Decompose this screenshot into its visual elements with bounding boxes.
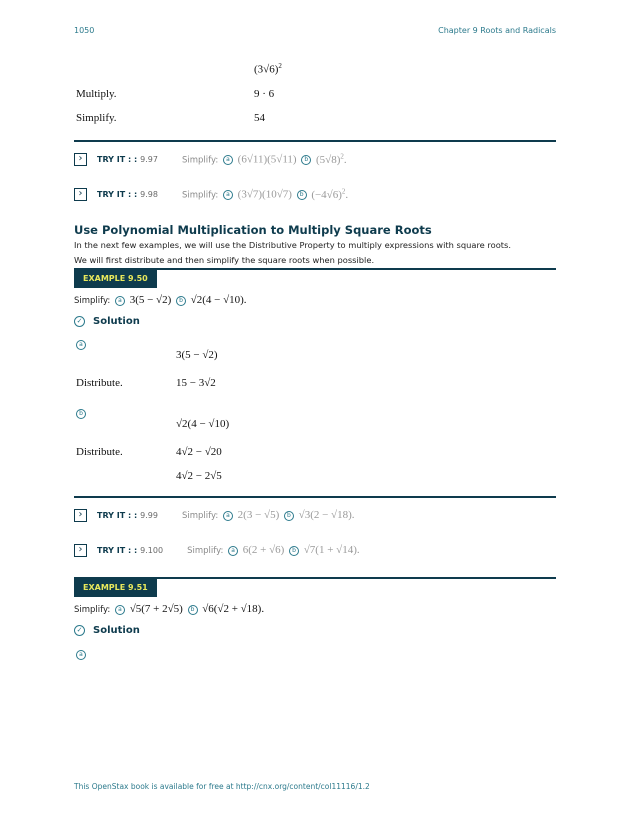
- try-it-9-97: [74, 151, 556, 167]
- chevron-right-icon[interactable]: ›: [74, 153, 87, 166]
- footer-note[interactable]: This OpenStax book is available for free at http://cnx.org/content/col11116/1.2: [74, 782, 370, 791]
- chevron-right-icon[interactable]: ›: [74, 509, 87, 522]
- try-it-number: 9.97: [140, 154, 158, 164]
- section-paragraph-2: We will first distribute and then simplify the square roots when possible.: [74, 255, 375, 265]
- part-a-icon: a: [76, 340, 86, 350]
- part-b-icon: b: [301, 155, 311, 165]
- try-it-problem: Simplify: a 6(2 + √6) b √7(1 + √14).: [187, 544, 360, 556]
- try-it-9-98: [74, 186, 556, 202]
- example-tag: EXAMPLE 9.51: [74, 579, 157, 597]
- simplify-value: 54: [254, 112, 265, 124]
- try-it-label: TRY IT : :: [97, 154, 138, 164]
- step-expression: 15 − 3√2: [176, 377, 216, 389]
- multiply-label: Multiply.: [76, 88, 117, 100]
- chapter-title: Chapter 9 Roots and Radicals: [438, 26, 556, 35]
- step-label: Distribute.: [76, 377, 123, 389]
- try-it-problem: Simplify: a (3√7)(10√7) b $(-4√6)^2$.: [181, 187, 349, 201]
- part-b-icon: b: [188, 605, 198, 615]
- page-number: 1050: [74, 26, 95, 35]
- part-b-icon: b: [176, 296, 186, 306]
- example-tag: EXAMPLE 9.50: [74, 270, 157, 288]
- part-a-icon: a: [115, 296, 125, 306]
- step-expression: √2(4 − √10): [176, 418, 230, 430]
- part-a-icon: a: [228, 546, 238, 556]
- chevron-right-icon[interactable]: ›: [74, 188, 87, 201]
- part-b-icon: b: [289, 546, 299, 556]
- part-b-marker: [74, 403, 88, 422]
- divider: [74, 496, 556, 498]
- part-b-icon: b: [284, 511, 294, 521]
- try-it-problem: Simplify: a 2(3 − √5) b √3(2 − √18).: [181, 509, 355, 521]
- solution-heading: ✓ Solution: [74, 316, 140, 327]
- top-expression: $(3√6)^2$: [254, 62, 282, 76]
- try-it-problem: Simplify: a (6√11)(5√11) b $(5√8)^2$.: [181, 152, 347, 166]
- part-a-icon: a: [223, 155, 233, 165]
- try-it-9-100: [74, 542, 556, 558]
- divider: [74, 140, 556, 142]
- check-circle-icon: ✓: [74, 625, 85, 636]
- part-a-icon: a: [76, 650, 86, 660]
- try-it-number: 9.100: [140, 545, 164, 555]
- section-paragraph-1: In the next few examples, we will use the Distributive Property to multiply expressions with square roots.: [74, 240, 512, 250]
- example-prompt: Simplify: a √5(7 + 2√5) b √6(√2 + √18).: [74, 603, 265, 615]
- try-it-number: 9.98: [140, 189, 158, 199]
- example-prompt: Simplify: a 3(5 − √2) b √2(4 − √10).: [74, 294, 247, 306]
- try-it-number: 9.99: [140, 510, 158, 520]
- try-it-label: TRY IT : :: [97, 545, 138, 555]
- part-a-icon: a: [115, 605, 125, 615]
- section-title: Use Polynomial Multiplication to Multiply Square Roots: [74, 223, 432, 237]
- step-expression: 4√2 − √20: [176, 446, 222, 458]
- simplify-label: Simplify.: [76, 112, 117, 124]
- step-expression: 3(5 − √2): [176, 349, 218, 361]
- step-expression: 4√2 − 2√5: [176, 470, 222, 482]
- solution-heading: ✓ Solution: [74, 625, 140, 636]
- part-b-icon: b: [76, 409, 86, 419]
- part-a-icon: a: [223, 511, 233, 521]
- part-a-icon: a: [223, 190, 233, 200]
- multiply-value: 9 · 6: [254, 88, 275, 100]
- try-it-label: TRY IT : :: [97, 189, 138, 199]
- try-it-9-99: [74, 507, 556, 523]
- part-a-marker: [74, 334, 88, 353]
- part-a-marker: [74, 644, 88, 663]
- chevron-right-icon[interactable]: ›: [74, 544, 87, 557]
- try-it-label: TRY IT : :: [97, 510, 138, 520]
- part-b-icon: b: [297, 190, 307, 200]
- check-circle-icon: ✓: [74, 316, 85, 327]
- step-label: Distribute.: [76, 446, 123, 458]
